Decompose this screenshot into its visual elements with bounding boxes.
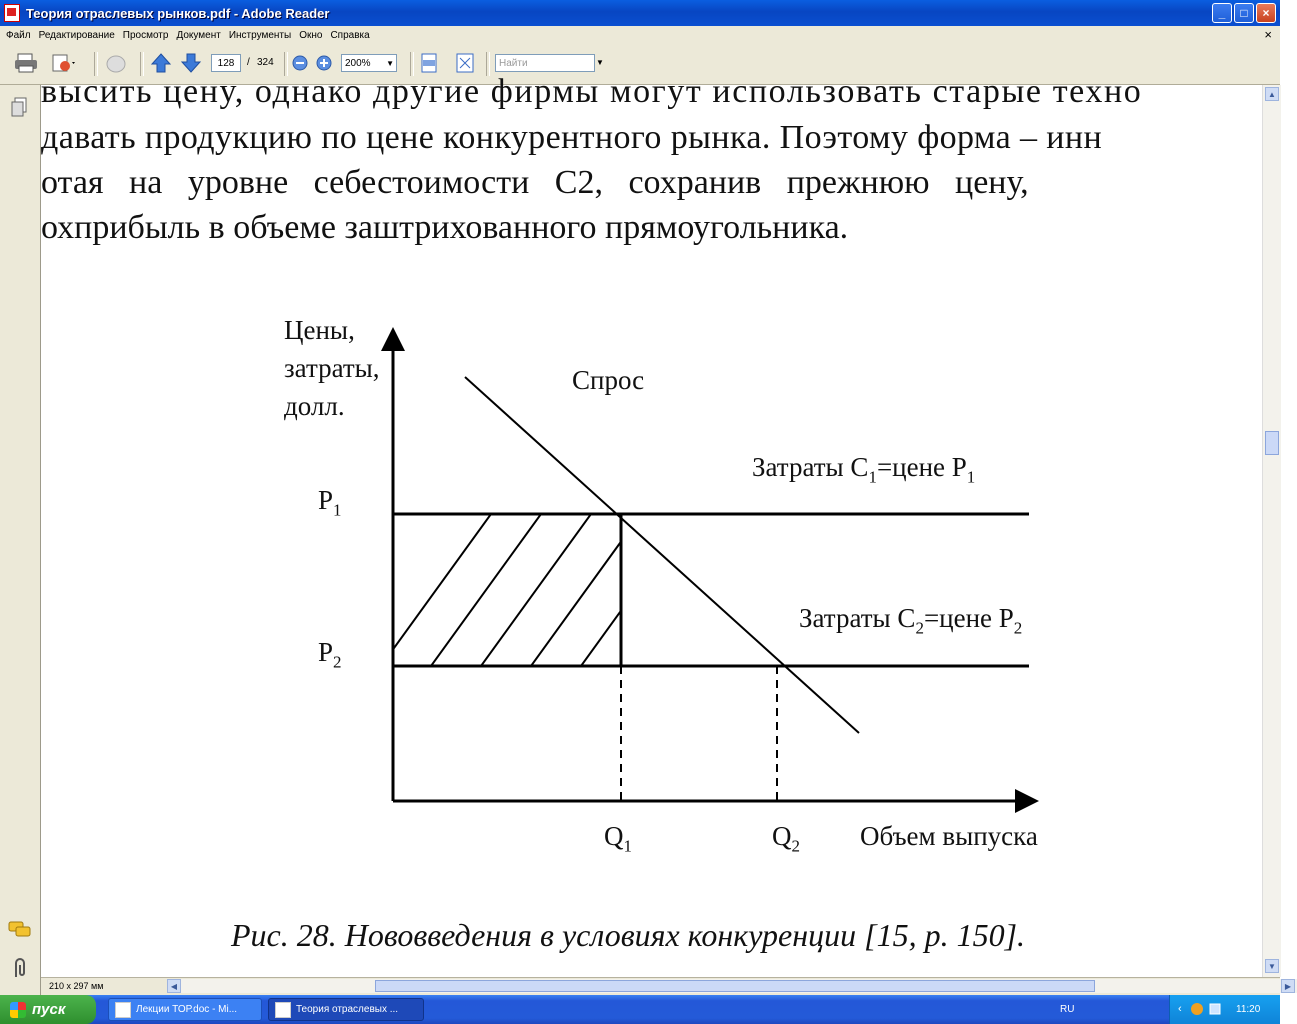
start-button[interactable] (0, 995, 96, 1024)
hatch-line (481, 514, 591, 666)
horizontal-scrollbar[interactable] (167, 979, 1297, 993)
hatched-profit-area (381, 514, 841, 666)
scroll-down-button[interactable]: ▼ (1265, 959, 1279, 973)
hatch-line (681, 514, 791, 666)
vertical-scrollbar[interactable] (1262, 85, 1281, 977)
hatch-line (581, 514, 691, 666)
search-input[interactable]: Найти (495, 54, 595, 72)
page-size-label: 210 x 297 мм (49, 981, 104, 991)
share-review-icon (50, 52, 78, 74)
arrow-up-icon (150, 52, 172, 74)
fit-width-icon (418, 52, 440, 74)
hatch-line (431, 514, 541, 666)
demand-line (465, 377, 859, 733)
zoom-out-button[interactable] (292, 52, 308, 74)
cost1-label: Затраты $C_1=цене$ $P_1$ (752, 452, 976, 487)
print-button[interactable] (14, 52, 38, 74)
menu-tools[interactable]: Инструменты (228, 29, 292, 41)
menu-bar (0, 26, 1280, 44)
y-tick-p1: $P_1$ (318, 485, 342, 520)
zoom-value: 200% (345, 57, 371, 69)
taskbar (0, 995, 1280, 1024)
previous-page-button[interactable] (150, 52, 172, 74)
zoom-select[interactable] (341, 54, 397, 72)
menu-edit[interactable]: Редактирование (38, 29, 115, 41)
printer-icon (14, 52, 38, 74)
hatch-line (731, 514, 841, 666)
scroll-right-button[interactable]: ▶ (1281, 979, 1295, 993)
fit-page-button[interactable] (454, 52, 476, 74)
maximize-button[interactable]: □ (1234, 3, 1254, 23)
pdf-icon (275, 1002, 291, 1018)
zoom-in-icon (316, 55, 332, 71)
document-close-icon[interactable]: × (1264, 27, 1272, 42)
start-label: пуск (32, 1001, 66, 1018)
next-page-button[interactable] (180, 52, 202, 74)
hand-icon (104, 52, 128, 74)
status-bar (41, 977, 1292, 995)
chevron-down-icon: ▼ (386, 58, 394, 68)
doc-line-2: давать продукцию по цене конкурентного рынка. Поэтому форма – инн (41, 119, 1103, 156)
title-bar (0, 0, 1280, 26)
hatch-line (531, 514, 641, 666)
y-axis-label (284, 311, 380, 425)
language-indicator[interactable]: RU (1060, 1004, 1075, 1015)
x-axis-label: Объем выпуска (860, 821, 1038, 851)
menu-file[interactable]: Файл (6, 29, 31, 41)
tray-network-icon[interactable] (1208, 1002, 1222, 1016)
doc-line-4: охприбыль в объеме заштрихованного прямоугольника. (41, 209, 849, 246)
window-title: Теория отраслевых рынков.pdf - Adobe Reader (26, 5, 330, 21)
comments-icon[interactable] (8, 919, 32, 939)
x-axis-arrow (1015, 789, 1039, 813)
tray-arrow-icon[interactable]: ‹ (1178, 1003, 1182, 1015)
doc-line-1: высить цену, однако другие фирмы могут использовать старые техно (41, 73, 1143, 110)
page-total: 324 (257, 57, 274, 68)
pages-icon[interactable] (11, 97, 29, 119)
scroll-up-button[interactable]: ▲ (1265, 87, 1279, 101)
attachments-icon[interactable] (10, 957, 30, 981)
y-axis-label-line-3: долл. (284, 391, 345, 421)
x-tick-q1: $Q_1$ (604, 821, 632, 856)
navigation-panel (0, 85, 41, 995)
word-icon (115, 1002, 131, 1018)
zoom-out-icon (292, 55, 308, 71)
taskbar-item-word[interactable] (108, 998, 262, 1021)
y-axis-label-line-1: Цены, (284, 315, 355, 345)
hand-tool-button[interactable] (104, 52, 128, 74)
taskbar-item-reader[interactable] (268, 998, 424, 1021)
hatch-line (381, 514, 491, 666)
page-number-input[interactable]: 128 (211, 54, 241, 72)
taskbar-item-reader-label: Теория отраслевых ... (296, 1004, 399, 1015)
collaborate-button[interactable] (50, 52, 78, 74)
windows-logo-icon (10, 1002, 26, 1018)
x-tick-q2: $Q_2$ (772, 821, 800, 856)
y-axis-arrow (381, 327, 405, 351)
cost2-label: Затраты $C_2=цене$ $P_2$ (799, 603, 1023, 638)
doc-line-3: отая на уровне себестоимости С2, сохранив прежнюю цену, (41, 164, 1029, 201)
vertical-scroll-thumb[interactable] (1265, 431, 1279, 455)
chart-svg (41, 85, 1262, 977)
adobe-reader-icon (4, 4, 20, 22)
tray-app-icon[interactable] (1190, 1002, 1204, 1016)
document-view (41, 73, 1262, 977)
close-button[interactable]: × (1256, 3, 1276, 23)
search-dropdown-icon[interactable]: ▼ (596, 58, 604, 67)
fit-page-icon (454, 52, 476, 74)
arrow-down-icon (180, 52, 202, 74)
clock: 11:20 (1236, 1004, 1261, 1015)
menu-view[interactable]: Просмотр (122, 29, 169, 41)
system-tray (1169, 995, 1280, 1024)
zoom-in-button[interactable] (316, 52, 332, 74)
menu-window[interactable]: Окно (299, 29, 323, 41)
page-separator: / (247, 57, 250, 68)
y-tick-p2: $P_2$ (318, 637, 342, 672)
demand-label: Спрос (572, 365, 645, 395)
fit-width-button[interactable] (418, 52, 440, 74)
menu-help[interactable]: Справка (330, 29, 370, 41)
y-axis-label-line-2: затраты, (284, 353, 380, 383)
menu-document[interactable]: Документ (176, 29, 221, 41)
figure-caption: Рис. 28. Нововведения в условиях конкуренции [15, р. 150]. (231, 917, 1026, 953)
scroll-left-button[interactable]: ◀ (167, 979, 181, 993)
horizontal-scroll-thumb[interactable] (375, 980, 1095, 992)
minimize-button[interactable]: _ (1212, 3, 1232, 23)
taskbar-item-word-label: Лекции ТОР.doc - Mi... (136, 1004, 238, 1015)
hatch-line (631, 514, 741, 666)
